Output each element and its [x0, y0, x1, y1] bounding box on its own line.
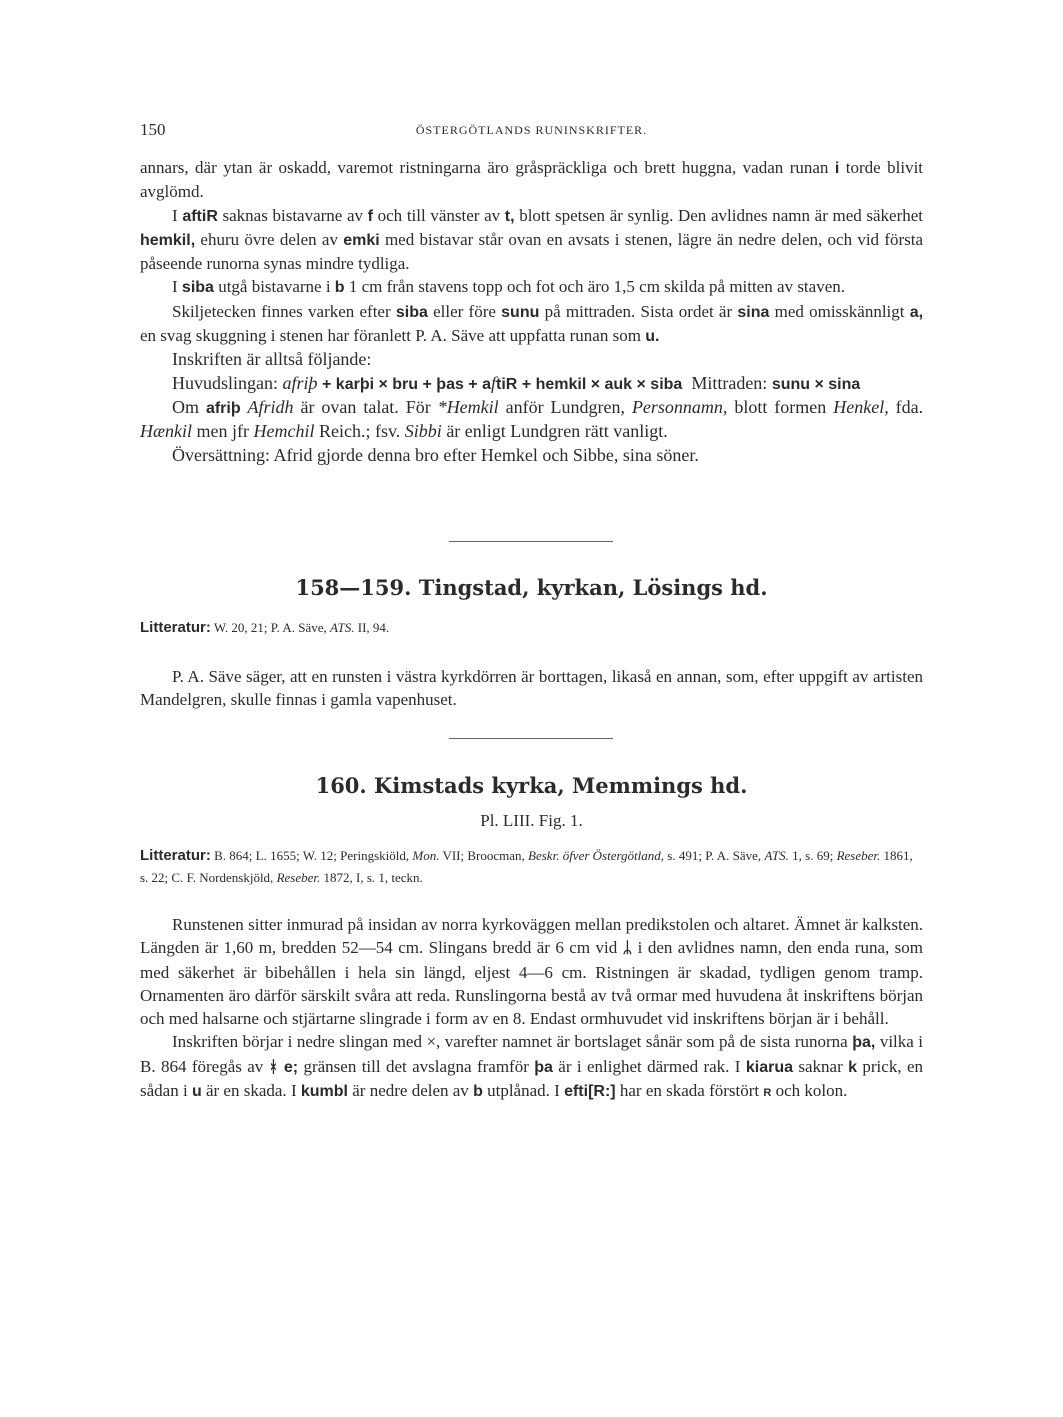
text: och kolon. — [775, 1081, 848, 1101]
inscription-line — [140, 372, 923, 396]
italic-text: *Hemkil — [437, 396, 499, 417]
text: utplånad. — [487, 1081, 550, 1101]
text: s. 491; P. A. Säve, — [667, 848, 762, 863]
text: 1, s. 69; — [792, 848, 834, 863]
literature-reference — [140, 845, 923, 889]
text: W. 20, 21; P. A. Säve, — [213, 620, 327, 635]
rune-text: u — [191, 1083, 202, 1101]
separator-rule — [449, 541, 613, 542]
text: Mittraden: — [691, 372, 768, 393]
rune-text: sunu — [501, 303, 540, 321]
plate-reference: Pl. LIII. Fig. 1. — [480, 811, 583, 830]
rune-text: k — [848, 1058, 858, 1076]
text: är i enlighet därmed rak. — [558, 1056, 730, 1076]
rune-text: þa, — [852, 1034, 876, 1052]
text: 1 cm från stavens topp och fot och äro 1,5 cm skilda på mitten av staven. — [348, 277, 845, 297]
italic-text: Henkel, — [833, 396, 889, 417]
separator-rule — [449, 738, 613, 739]
italic-text: Hemchil — [253, 421, 315, 442]
italic-text: Beskr. öfver Östergötland, — [528, 848, 665, 863]
section-body — [140, 913, 923, 1105]
italic-text: Hænkil — [140, 421, 192, 442]
text: annars, där ytan är oskadd, varemot ristningarna äro gråspräckliga och brett huggna, vadan runan — [140, 158, 829, 177]
text: I — [172, 205, 178, 225]
rune-text: ᚼ e; — [268, 1058, 299, 1076]
text: Skiljetecken finnes varken efter — [172, 301, 391, 321]
rune-text: sina — [737, 303, 770, 321]
paragraph — [140, 348, 923, 371]
intro-text — [140, 156, 923, 467]
rune-text: tiR + hemkil × auk × siba — [496, 375, 683, 393]
text: blott spetsen är synlig. Den avlidnes namn är med säkerhet — [519, 205, 924, 225]
text: fda. — [895, 396, 924, 417]
text: I — [554, 1081, 560, 1101]
text: på mittraden. Sista ordet är — [544, 301, 733, 321]
text: I — [172, 277, 178, 297]
rune-text: aftiR — [182, 207, 218, 225]
italic-text: Reseber. — [276, 870, 321, 885]
section-title: 158—159. Tingstad, kyrkan, Lösings hd. — [295, 575, 768, 600]
paragraph: P. A. Säve säger, att en runsten i västra kyrkdörren är borttagen, likaså en annan, som, efter uppgift av artisten Mandelgren, skulle finnas i gamla vapenhuset. — [140, 667, 923, 710]
text: VII; Broocman, — [442, 848, 525, 863]
rune-text: emki — [343, 231, 380, 249]
text: utgå bistavarne i — [218, 277, 331, 297]
text: saknas bistavarne av — [222, 205, 364, 225]
rune-text: kumbl — [300, 1083, 348, 1101]
text: I — [734, 1056, 741, 1076]
paragraph — [140, 300, 923, 349]
rune-text: efti[R:] — [564, 1083, 616, 1101]
italic-text: Personnamn, — [631, 396, 728, 417]
italic-text: afriþ — [282, 372, 318, 393]
text: vilka i B. 864 föregås av — [140, 1032, 924, 1076]
text: Om — [172, 396, 199, 417]
text: är enligt Lundgren rätt vanligt. — [446, 421, 668, 442]
text: prick, en sådan i — [140, 1056, 923, 1101]
paragraph — [140, 444, 923, 467]
section-body — [140, 665, 923, 712]
rune-text: u. — [645, 328, 660, 346]
italic-text: Afridh — [247, 396, 294, 417]
italic-text: ATS. — [330, 620, 355, 635]
running-title: ÖSTERGÖTLANDS RUNINSKRIFTER. — [415, 123, 648, 137]
text: Inskriften börjar i nedre slingan med ×, varefter namnet är bortslaget sånär som på de sista runorna — [172, 1032, 848, 1052]
text: är en skada. — [205, 1081, 287, 1101]
text: har en skada förstört — [619, 1081, 760, 1101]
rune-text: hemkil, — [140, 231, 196, 249]
paragraph — [140, 913, 923, 1030]
paragraph — [140, 156, 923, 204]
text: men jfr — [196, 421, 249, 442]
text: 1861, s. 22; C. F. Nordenskjöld, — [140, 848, 913, 885]
text: gränsen till det avslagna framför — [303, 1056, 529, 1076]
rune-text: siba — [181, 279, 214, 297]
rune-text: afriþ — [205, 399, 241, 417]
rune-text: b — [473, 1083, 483, 1101]
text: 1872, I, s. 1, teckn. — [323, 870, 423, 885]
rune-text: þa — [534, 1058, 553, 1076]
italic-text: Sibbi — [404, 421, 442, 442]
rune-text: kiarua — [745, 1058, 793, 1076]
rune-text: a, — [909, 303, 924, 321]
rune-text: + karþi × bru + þas + a — [322, 375, 491, 393]
text: eller före — [433, 301, 496, 321]
page-number: 150 — [140, 120, 166, 139]
literature-label: Litteratur: — [140, 619, 211, 636]
paragraph — [140, 396, 923, 444]
rune-text: siba — [395, 303, 428, 321]
literature-label: Litteratur: — [140, 847, 211, 864]
rune-text: R — [763, 1087, 772, 1100]
rune-text: ᛦ — [622, 940, 633, 958]
text: och till vänster av — [377, 205, 501, 225]
text: Översättning: Afrid gjorde denna bro efter Hemkel och Sibbe, sina söner. — [172, 444, 699, 465]
rune-text: i — [834, 160, 840, 177]
italic-text: Mon. — [412, 848, 440, 863]
italic-text: Reseber. — [836, 848, 881, 863]
text: Huvudslingan: — [172, 372, 278, 393]
text: Runstenen sitter inmurad på insidan av norra kyrkoväggen mellan predikstolen och altaret. Ämnet är kalksten. Längden är 1,60 m, bredden 52—54 cm. Slingans bredd är 6 cm vid — [140, 915, 923, 958]
italic-text: ATS. — [764, 848, 789, 863]
rune-text: b — [334, 279, 345, 297]
text: en svag skuggning i stenen har föranlett P. A. Säve att uppfatta runan som — [140, 326, 641, 346]
text: med omisskännligt — [774, 301, 905, 321]
rune-text: sunu × sina — [771, 375, 861, 393]
literature-reference — [140, 617, 923, 639]
paragraph — [140, 1030, 923, 1105]
text: anför Lundgren, — [505, 396, 625, 417]
text: är nedre delen av — [352, 1081, 469, 1101]
rune-text: t, — [504, 207, 515, 225]
text: Reich.; fsv. — [318, 421, 401, 442]
text: i den avlidnes namn, den enda runa, som med säkerhet är bibehållen i hela sin längd, eljest 4—6 cm. Ristningen är skadad, tydligen genom tramp. Ornamenten äro därför särskilt svåra att reda. Runslingorna bestå av två ormar med huvudena åt inskriftens början och med halsarne och stjärtarne slingrade i form av en 8. Endast ormhuvudet vid inskriftens början är i behåll. — [140, 938, 923, 1029]
text: ehuru övre delen av — [200, 229, 338, 249]
text: med bistavar står ovan en avsats i stenen, lägre än nedre delen, och vid första påseende runorna synas mindre tydliga. — [140, 229, 924, 274]
text: II, 94. — [357, 620, 390, 635]
paragraph — [140, 204, 923, 276]
paragraph — [140, 275, 923, 299]
rune-text: f — [367, 207, 373, 225]
text: torde blivit avglömd. — [140, 158, 924, 202]
text: saknar — [798, 1056, 843, 1076]
text: B. 864; L. 1655; W. 12; Peringskiöld, — [214, 848, 410, 863]
text: är ovan talat. För — [300, 396, 431, 417]
italic-text: f — [491, 372, 497, 393]
text: Inskriften är alltså följande: — [172, 349, 372, 370]
text: I — [290, 1081, 297, 1101]
section-title: 160. Kimstads kyrka, Memmings hd. — [315, 773, 748, 798]
text: blott formen — [734, 396, 827, 417]
